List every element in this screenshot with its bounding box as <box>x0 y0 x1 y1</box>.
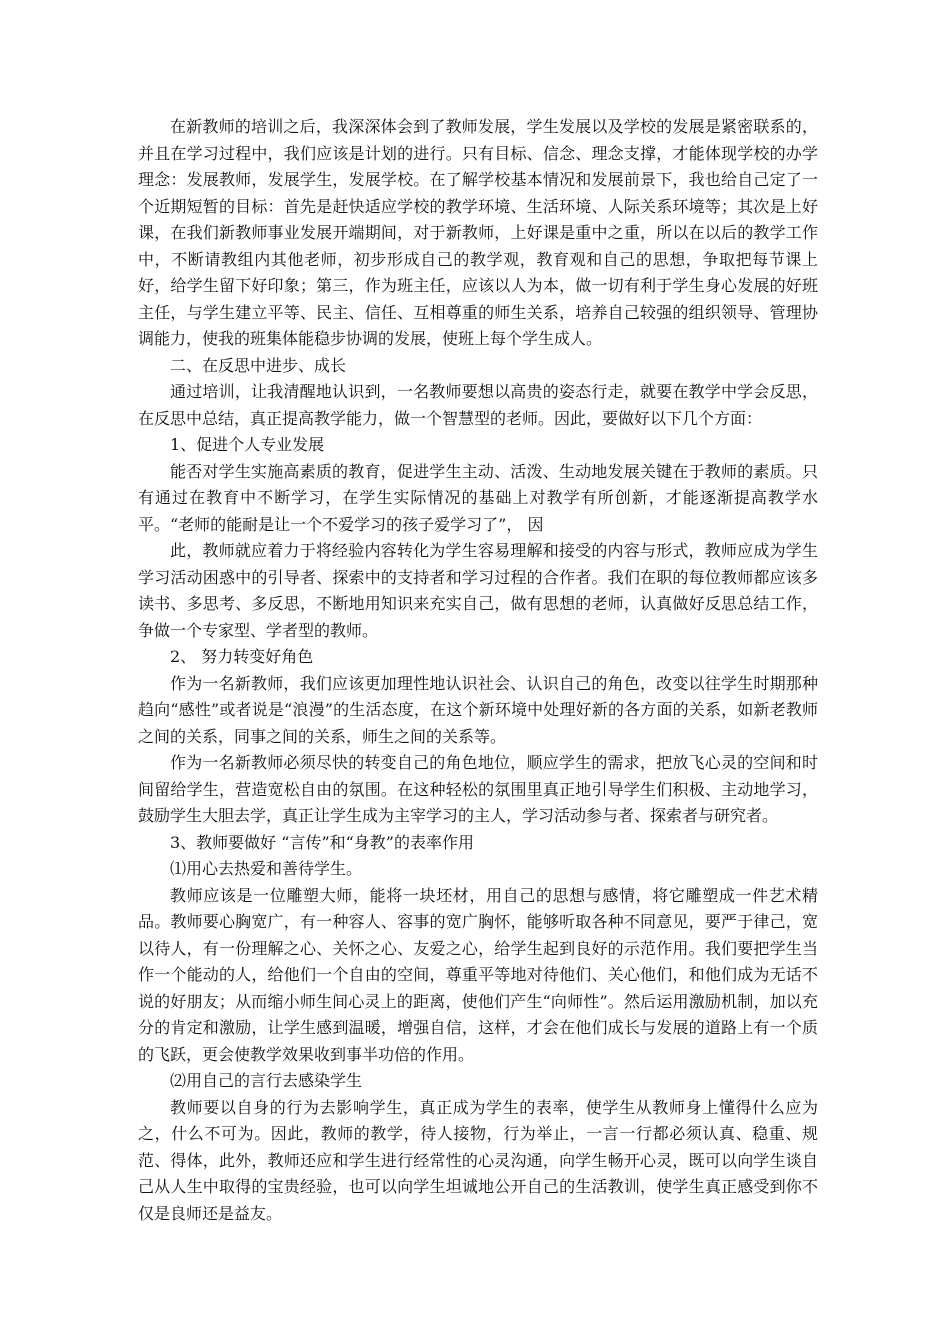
paragraph-role-change-1: 作为一名新教师，我们应该更加理性地认识社会、认识自己的角色，改变以往学生时期那种趋向“感性”或者说是“浪漫”的生活态度，在这个新环境中处理好新的各方面的关系，如新老教师之间的关系，同事之间的关系，师生之间的关系等。 <box>138 673 818 746</box>
paragraph-reflection: 通过培训，让我清醒地认识到，一名教师要想以高贵的姿态行走，就要在教学中学会反思，在反思中总结，真正提高教学能力，做一个智慧型的老师。因此，要做好以下几个方面： <box>138 382 818 428</box>
paragraph-intro: 在新教师的培训之后，我深深体会到了教师发展，学生发展以及学校的发展是紧密联系的，并且在学习过程中，我们应该是计划的进行。只有目标、信念、理念支撑，才能体现学校的办学理念：发展教师，发展学生，发展学校。在了解学校基本情况和发展前景下，我也给自己定了一个近期短暂的目标：首先是赶快适应学校的教学环境、生活环境、人际关系环境等；其次是上好课，在我们新教师事业发展开端期间，对于新教师，上好课是重中之重，所以在以后的教学工作中，不断请教组内其他老师，初步形成自己的教学观，教育观和自己的思想，争取把每节课上好，给学生留下好印象；第三，作为班主任，应该以人为本，做一切有利于学生身心发展的好班主任，与学生建立平等、民主、信任、互相尊重的师生关系，培养自己较强的组织领导、管理协调能力，使我的班集体能稳步协调的发展，使班上每个学生成人。 <box>138 117 818 348</box>
paragraph-care: 教师应该是一位雕塑大师，能将一块坯材，用自己的思想与感情，将它雕塑成一件艺术精品。教师要心胸宽广，有一种容人、容事的宽广胸怀，能够听取各种不同意见，要严于律己，宽以待人，有一份理解之心、关怀之心、友爱之心，给学生起到良好的示范作用。我们要把学生当作一个能动的人，给他们一个自由的空间，尊重平等地对待他们、关心他们，和他们成为无话不说的好朋友；从而缩小师生间心灵上的距离，使他们产生“向师性”。然后运用激励机制，加以充分的肯定和激励，让学生感到温暖，增强自信，这样，才会在他们成长与发展的道路上有一个质的飞跃，更会使教学效果收到事半功倍的作用。 <box>138 885 818 1064</box>
subheading-professional-development: 1、促进个人专业发展 <box>170 435 325 454</box>
document-body <box>138 114 818 1227</box>
paragraph-influence: 教师要以自身的行为去影响学生，真正成为学生的表率，使学生从教师身上懂得什么应为之，什么不可为。因此，教师的教学，待人接物，行为举止，一言一行都必须认真、稳重、规范、得体，此外，教师还应和学生进行经常性的心灵沟通，向学生畅开心灵，既可以向学生谈自己从人生中取得的宝贵经验，也可以向学生坦诚地公开自己的生活教训，使学生真正感受到你不仅是良师还是益友。 <box>138 1097 818 1223</box>
subheading-role-change: 2、 努力转变好角色 <box>170 647 314 666</box>
section-heading-reflection: 二、在反思中进步、成长 <box>170 355 347 375</box>
subheading-example-role: 3、教师要做好 “言传”和“身教”的表率作用 <box>170 832 474 852</box>
item-heading-influence: ⑵用自己的言行去感染学生 <box>170 1071 363 1090</box>
paragraph-professional-development-2: 此，教师就应着力于将经验内容转化为学生容易理解和接受的内容与形式，教师应成为学生学习活动困惑中的引导者、探索中的支持者和学习过程的合作者。我们在职的每位教师都应该多读书、多思考、多反思，不断地用知识来充实自己，做有思想的老师，认真做好反思总结工作，争做一个专家型、学者型的教师。 <box>138 541 818 640</box>
item-heading-care: ⑴用心去热爱和善待学生。 <box>170 859 363 878</box>
paragraph-professional-development-1: 能否对学生实施高素质的教育，促进学生主动、活泼、生动地发展关键在于教师的素质。只有通过在教育中不断学习，在学生实际情况的基础上对教学有所创新，才能逐渐提高教学水平。“老师的能耐是让一个不爱学习的孩子爱学习了”， 因 <box>138 461 818 534</box>
paragraph-role-change-2: 作为一名新教师必须尽快的转变自己的角色地位，顺应学生的需求，把放飞心灵的空间和时间留给学生，营造宽松自由的氛围。在这种轻松的氛围里真正地引导学生们积极、主动地学习，鼓励学生大胆去学，真正让学生成为主宰学习的主人，学习活动参与者、探索者与研究者。 <box>138 753 818 825</box>
